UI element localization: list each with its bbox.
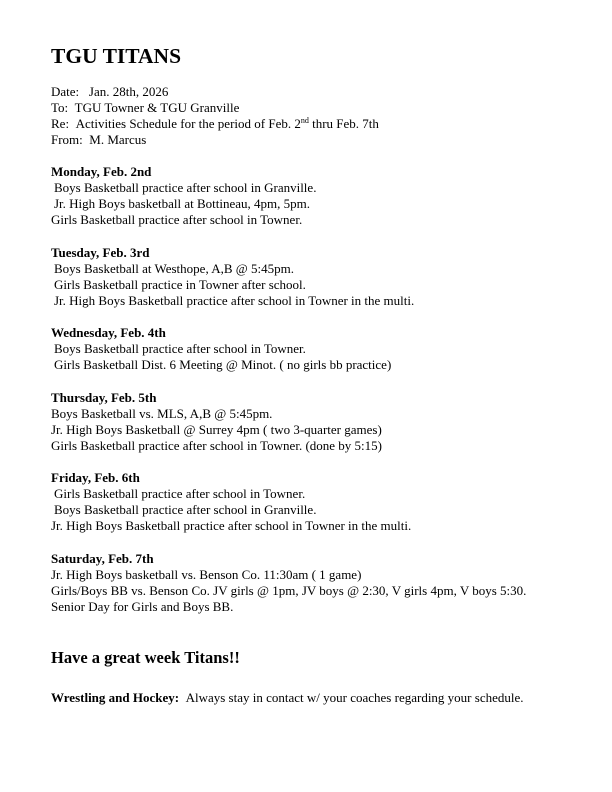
from-value: M. Marcus <box>89 132 147 147</box>
re-label: Re: <box>51 116 70 131</box>
schedule-item: Boys Basketball vs. MLS, A,B @ 5:45pm. <box>51 406 273 421</box>
schedule-item: Girls Basketball practice after school in Towner. (done by 5:15) <box>51 438 382 453</box>
day-title: Tuesday, Feb. 3rd <box>51 245 150 260</box>
to-value: TGU Towner & TGU Granville <box>74 100 240 115</box>
day-title: Saturday, Feb. 7th <box>51 551 154 566</box>
wrestling-hockey-note <box>51 690 524 706</box>
day-saturday <box>51 551 591 615</box>
re-value-part-2: thru Feb. 7th <box>308 116 379 131</box>
schedule-item: Senior Day for Girls and Boys BB. <box>51 599 234 614</box>
schedule-item: Jr. High Boys Basketball practice after school in Towner in the multi. <box>54 293 415 308</box>
re-value-superscript: nd <box>300 116 309 125</box>
day-wednesday <box>51 325 591 373</box>
day-tuesday <box>51 245 591 309</box>
schedule-item: Girls Basketball Dist. 6 Meeting @ Minot. ( no girls bb practice) <box>54 357 392 372</box>
note-text: Always stay in contact w/ your coaches regarding your schedule. <box>185 690 524 705</box>
schedule-item: Jr. High Boys basketball at Bottineau, 4pm, 5pm. <box>54 196 311 211</box>
schedule-item: Boys Basketball practice after school in Towner. <box>54 341 306 356</box>
document-title: TGU TITANS <box>51 44 182 68</box>
schedule-item: Jr. High Boys basketball vs. Benson Co. 11:30am ( 1 game) <box>51 567 362 582</box>
memo-header <box>51 84 379 148</box>
schedule-item: Boys Basketball at Westhope, A,B @ 5:45pm. <box>54 261 294 276</box>
day-monday <box>51 164 591 228</box>
from-line <box>51 132 379 148</box>
day-title: Friday, Feb. 6th <box>51 470 140 485</box>
schedule-item: Boys Basketball practice after school in Granville. <box>54 502 317 517</box>
day-title: Thursday, Feb. 5th <box>51 390 157 405</box>
note-label: Wrestling and Hockey: <box>51 690 180 705</box>
schedule-item: Girls Basketball practice in Towner after school. <box>54 277 306 292</box>
date-label: Date: <box>51 84 80 99</box>
to-line <box>51 100 379 116</box>
from-label: From: <box>51 132 83 147</box>
schedule-item: Girls/Boys BB vs. Benson Co. JV girls @ 1pm, JV boys @ 2:30, V girls 4pm, V boys 5:30. <box>51 583 527 598</box>
date-value: Jan. 28th, 2026 <box>88 84 169 99</box>
day-title: Monday, Feb. 2nd <box>51 164 152 179</box>
schedule-item: Boys Basketball practice after school in Granville. <box>54 180 317 195</box>
day-thursday <box>51 390 591 454</box>
day-friday <box>51 470 591 534</box>
closing-message: Have a great week Titans!! <box>51 648 240 667</box>
re-line <box>51 116 379 132</box>
schedule-item: Jr. High Boys Basketball practice after school in Towner in the multi. <box>51 518 412 533</box>
to-label: To: <box>51 100 69 115</box>
schedule-item: Girls Basketball practice after school in Towner. <box>51 212 303 227</box>
date-line <box>51 84 379 100</box>
schedule-item: Girls Basketball practice after school in Towner. <box>54 486 306 501</box>
day-title: Wednesday, Feb. 4th <box>51 325 166 340</box>
re-value-part-1: Activities Schedule for the period of Feb. 2 <box>75 116 301 131</box>
schedule-item: Jr. High Boys Basketball @ Surrey 4pm ( two 3-quarter games) <box>51 422 382 437</box>
